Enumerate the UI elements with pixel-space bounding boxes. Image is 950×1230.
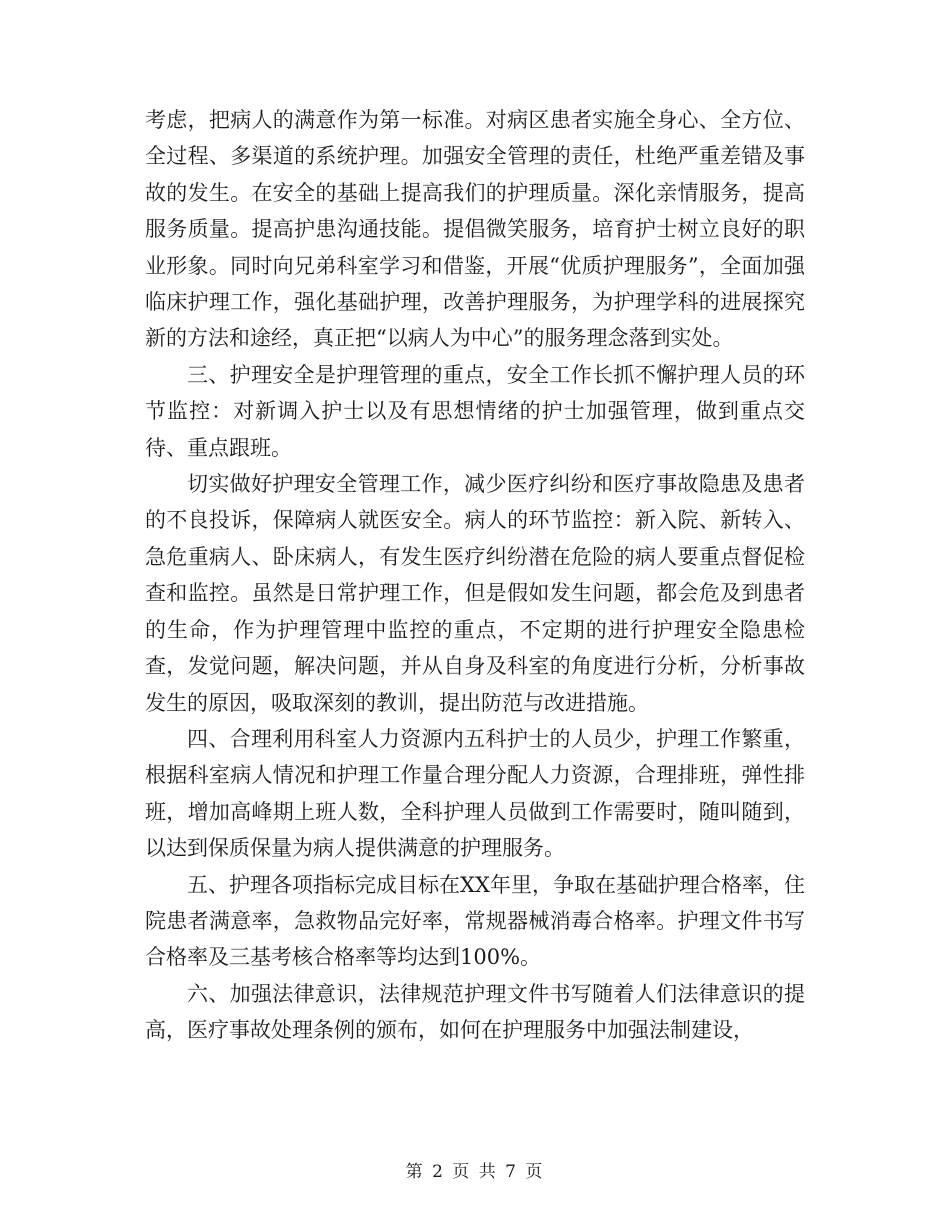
paragraph-safety-management: 切实做好护理安全管理工作，减少医疗纠纷和医疗事故隐患及患者的不良投诉，保障病人就医安全。病人的环节监控：新入院、新转入、急危重病人、卧床病人，有发生医疗纠纷潜在危险的病人要重点督促检查和监控。虽然是日常护理工作，但是假如发生问题，都会危及到患者的生命，作为护理管理中监控的重点，不定期的进行护理安全隐患检查，发觉问题，解决问题，并从自身及科室的角度进行分析，分析事故发生的原因，吸取深刻的教训，提出防范与改进措施。 <box>145 472 805 715</box>
paragraph-section-3: 三、护理安全是护理管理的重点，安全工作长抓不懈护理人员的环节监控：对新调入护士以及有思想情绪的护士加强管理，做到重点交待、重点跟班。 <box>145 362 805 460</box>
document-body <box>145 102 805 1049</box>
paragraph-continuation: 考虑，把病人的满意作为第一标准。对病区患者实施全身心、全方位、全过程、多渠道的系统护理。加强安全管理的责任，杜绝严重差错及事故的发生。在安全的基础上提高我们的护理质量。深化亲情服务，提高服务质量。提高护患沟通技能。提倡微笑服务，培育护士树立良好的职业形象。同时向兄弟科室学习和借鉴，开展“优质护理服务”，全面加强临床护理工作，强化基础护理，改善护理服务，为护理学科的进展探究新的方法和途经，真正把“以病人为中心”的服务理念落到实处。 <box>145 108 805 351</box>
paragraph-section-5: 五、护理各项指标完成目标在XX年里，争取在基础护理合格率，住院患者满意率，急救物品完好率，常规器械消毒合格率。护理文件书写合格率及三基考核合格率等均达到100%。 <box>145 872 805 970</box>
paragraph-section-4: 四、合理利用科室人力资源内五科护士的人员少，护理工作繁重，根据科室病人情况和护理工作量合理分配人力资源，合理排班，弹性排班，增加高峰期上班人数，全科护理人员做到工作需要时，随叫随到，以达到保质保量为病人提供满意的护理服务。 <box>145 726 805 861</box>
paragraph-section-6: 六、加强法律意识，法律规范护理文件书写随着人们法律意识的提高，医疗事故处理条例的颁布，如何在护理服务中加强法制建设， <box>145 981 805 1043</box>
page-number-footer: 第 2 页 共 7 页 <box>405 1162 545 1182</box>
